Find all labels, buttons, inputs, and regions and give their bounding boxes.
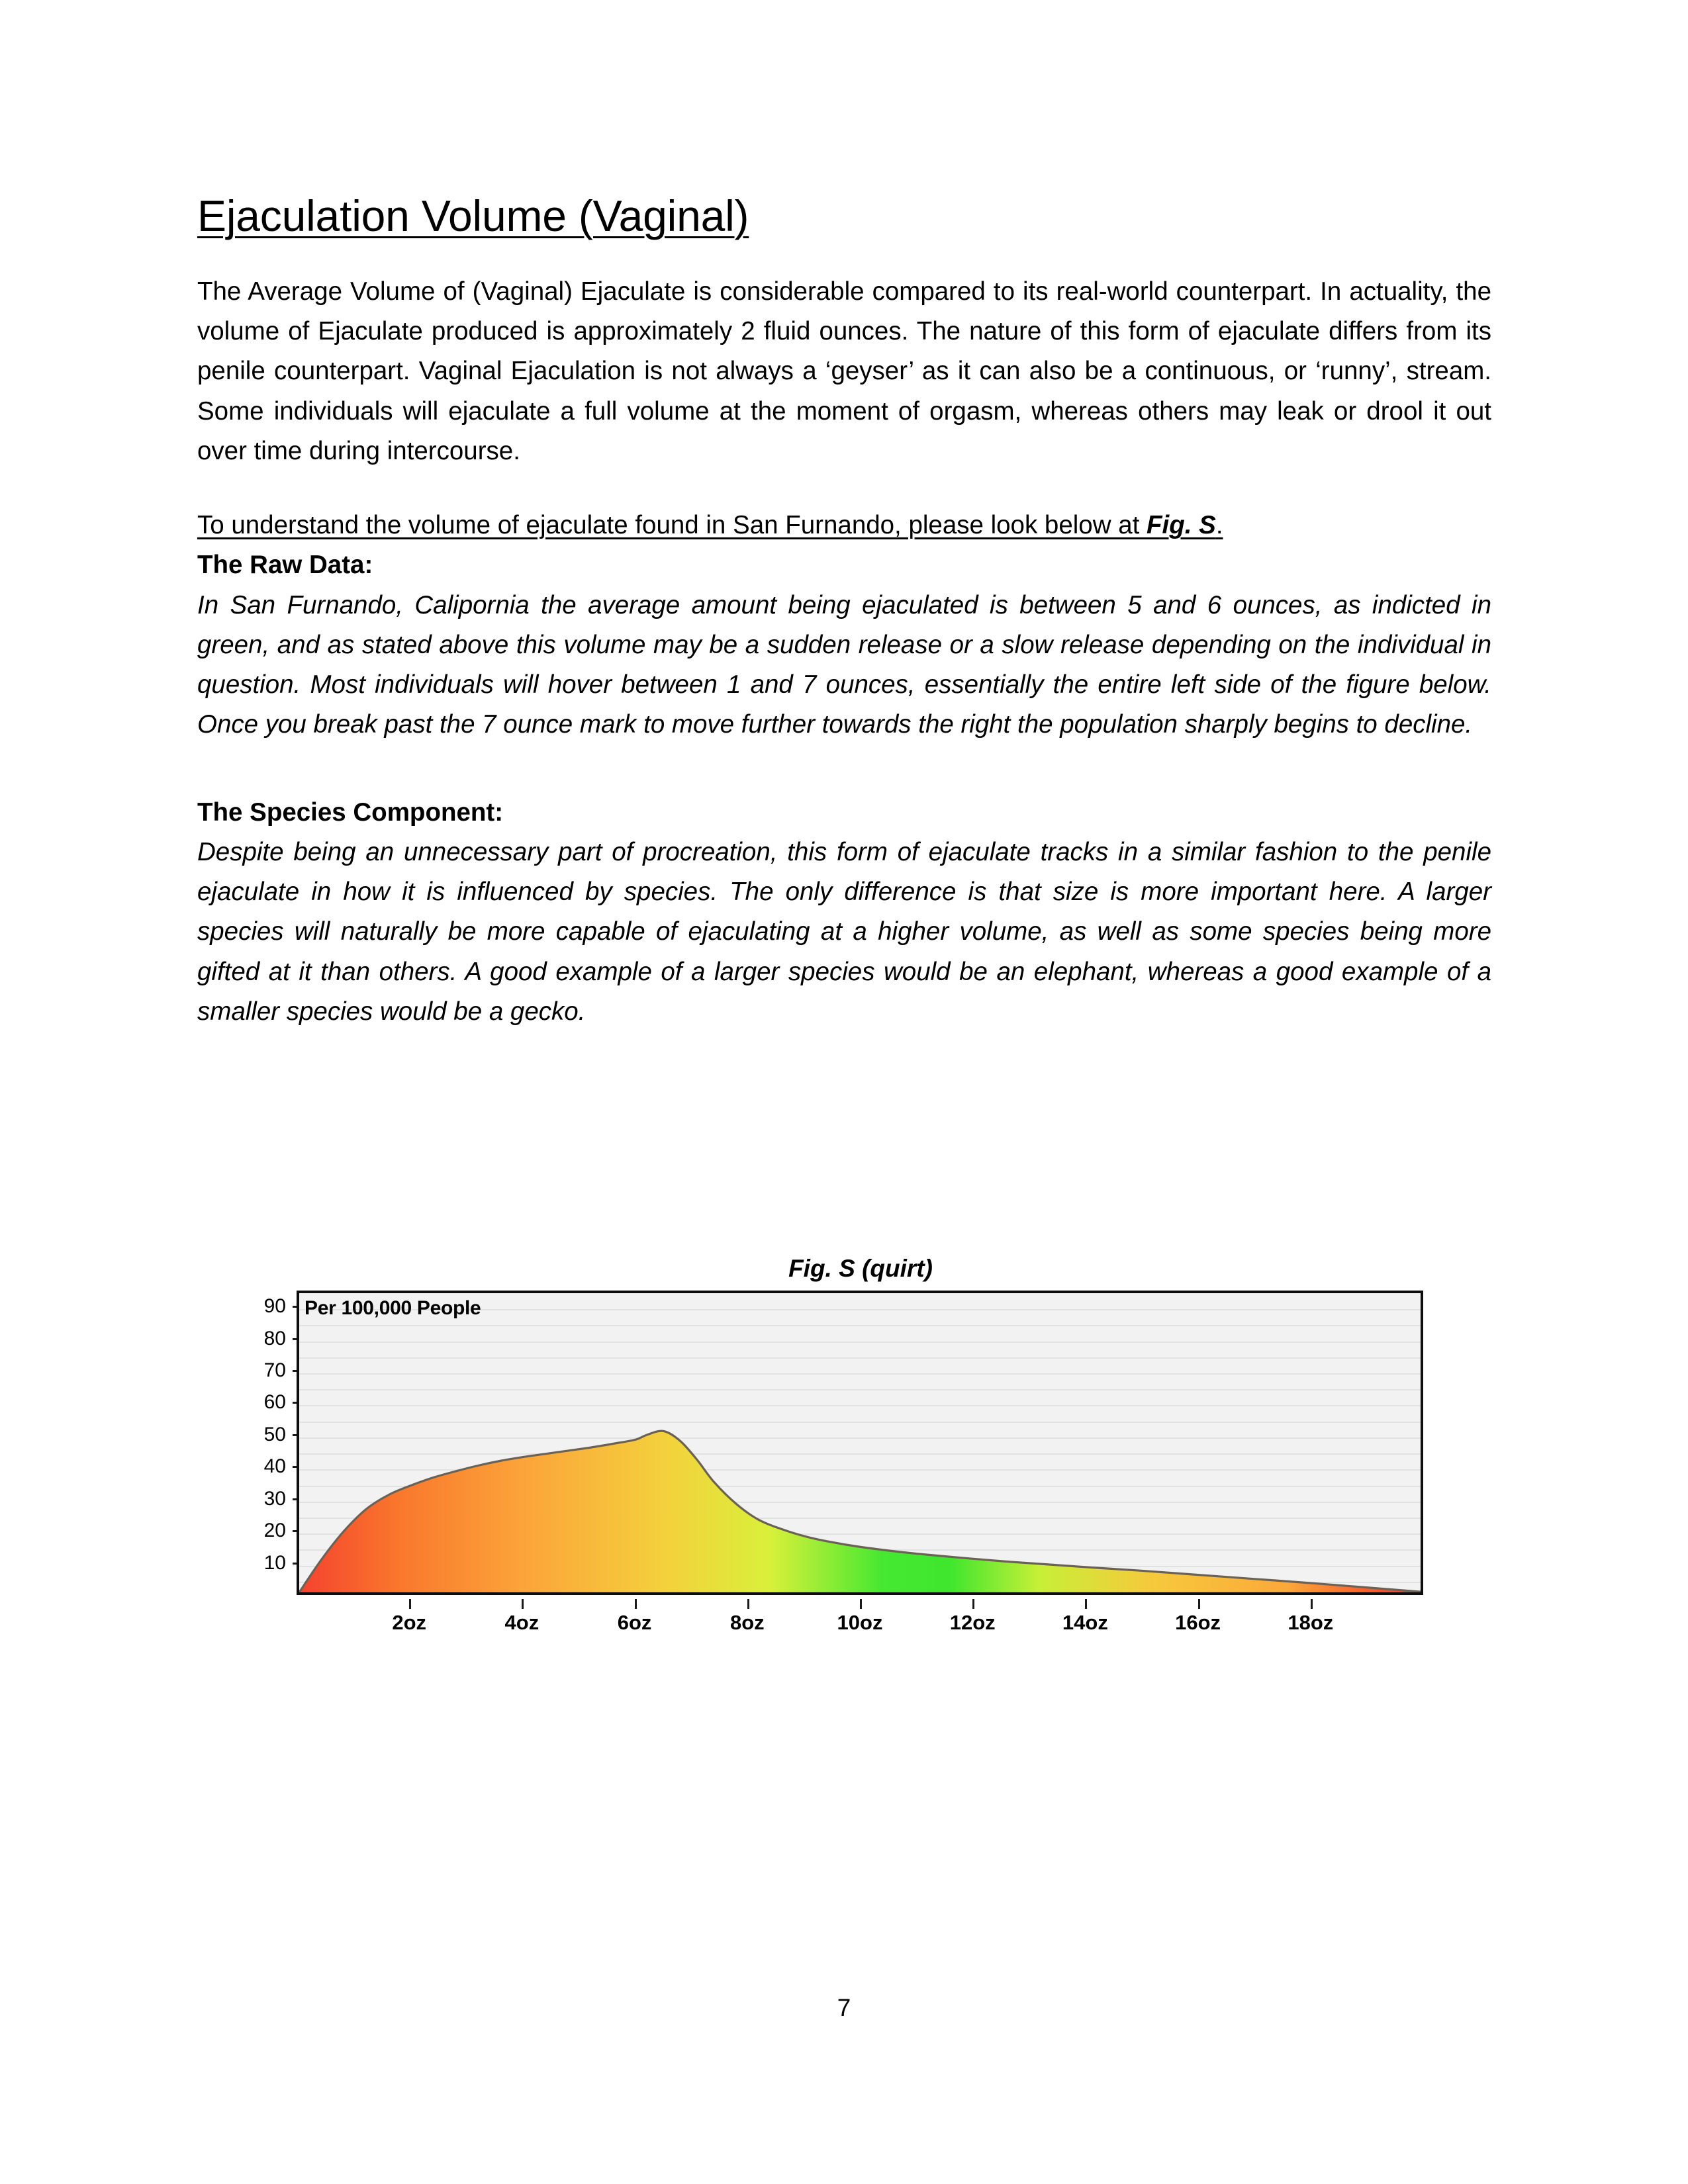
x-axis-tick-mark [860, 1599, 862, 1609]
y-axis [256, 1291, 290, 1595]
area-series [299, 1293, 1421, 1592]
x-axis-tick-label: 14oz [1062, 1611, 1108, 1634]
x-axis-tick-mark [409, 1599, 411, 1609]
x-axis [297, 1599, 1423, 1639]
section-spacer [197, 745, 1491, 793]
x-axis-tick-mark [972, 1599, 974, 1609]
page-number: 7 [837, 1994, 851, 2021]
x-axis-tick-mark [1311, 1599, 1313, 1609]
y-axis-tick-label: 20 [263, 1520, 286, 1542]
x-axis-tick-mark [522, 1599, 524, 1609]
raw-data-paragraph: In San Furnando, Calipornia the average amount being ejaculated is between 5 and 6 ounces, as indicted in green, and as stated above this volume may be a sudden release or a slow release depending on the individual in question. Most individuals will hover between 1 and 7 ounces, essentially the entire left side of the figure below. Once you break past the 7 ounce mark to move further towards the right the population sharply begins to decline. [197, 590, 1491, 739]
figure-reference-prefix: To understand the volume of ejaculate found in San Furnando, please look below at [197, 511, 1147, 540]
figure-s-block [256, 1255, 1426, 1635]
intro-paragraph: The Average Volume of (Vaginal) Ejaculate is considerable compared to its real-world counterpart. In actuality, the volume of Ejaculate produced is approximately 2 fluid ounces. The nature of this form of ejaculate differs from its penile counterpart. Vaginal Ejaculation is not always a ‘geyser’ as it can also be a continuous, or ‘runny’, stream. Some individuals will ejaculate a full volume at the moment of orgasm, whereas others may leak or drool it out over time during intercourse. [197, 277, 1491, 465]
figure-caption: Fig. S (quirt) [788, 1255, 933, 1282]
figure-reference-label: Fig. S [1147, 511, 1216, 540]
y-axis-tick-label: 10 [263, 1551, 286, 1574]
x-axis-tick-label: 4oz [504, 1611, 539, 1634]
plot-area [297, 1291, 1423, 1595]
x-axis-tick-mark [1198, 1599, 1200, 1609]
plot-area-label: Per 100,000 People [305, 1297, 481, 1319]
x-axis-tick-label: 18oz [1288, 1611, 1334, 1634]
x-axis-tick-label: 10oz [837, 1611, 883, 1634]
page-title: Ejaculation Volume (Vaginal) [197, 191, 749, 240]
document-content [197, 0, 1491, 1032]
y-axis-tick-label: 50 [263, 1423, 286, 1445]
x-axis-tick-mark [1085, 1599, 1087, 1609]
y-axis-tick-label: 30 [263, 1487, 286, 1510]
species-component-heading: The Species Component: [197, 797, 504, 827]
x-axis-tick-label: 6oz [617, 1611, 652, 1634]
paragraph-spacer [197, 471, 1491, 506]
x-axis-tick-label: 2oz [392, 1611, 427, 1634]
y-axis-tick-label: 90 [263, 1295, 286, 1318]
raw-data-heading: The Raw Data: [197, 551, 373, 580]
x-axis-tick-mark [635, 1599, 637, 1609]
y-axis-tick-label: 80 [263, 1327, 286, 1349]
y-axis-tick-label: 70 [263, 1359, 286, 1382]
y-axis-tick-label: 60 [263, 1391, 286, 1414]
x-axis-tick-mark [747, 1599, 749, 1609]
species-component-paragraph: Despite being an unnecessary part of procreation, this form of ejaculate tracks in a similar fashion to the penile ejaculate in how it is influenced by species. The only difference is that size is more important here. A larger species will naturally be more capable of ejaculating at a higher volume, as well as some species being more gifted at it than others. A good example of a larger species would be an elephant, whereas a good example of a smaller species would be a gecko. [197, 837, 1491, 1026]
x-axis-tick-label: 8oz [729, 1611, 765, 1634]
chart-container [256, 1291, 1426, 1635]
figure-reference-line [197, 506, 1491, 545]
x-axis-tick-label: 12oz [949, 1611, 996, 1634]
x-axis-tick-label: 16oz [1175, 1611, 1221, 1634]
figure-reference-suffix: . [1215, 511, 1223, 540]
y-axis-tick-label: 40 [263, 1455, 286, 1478]
